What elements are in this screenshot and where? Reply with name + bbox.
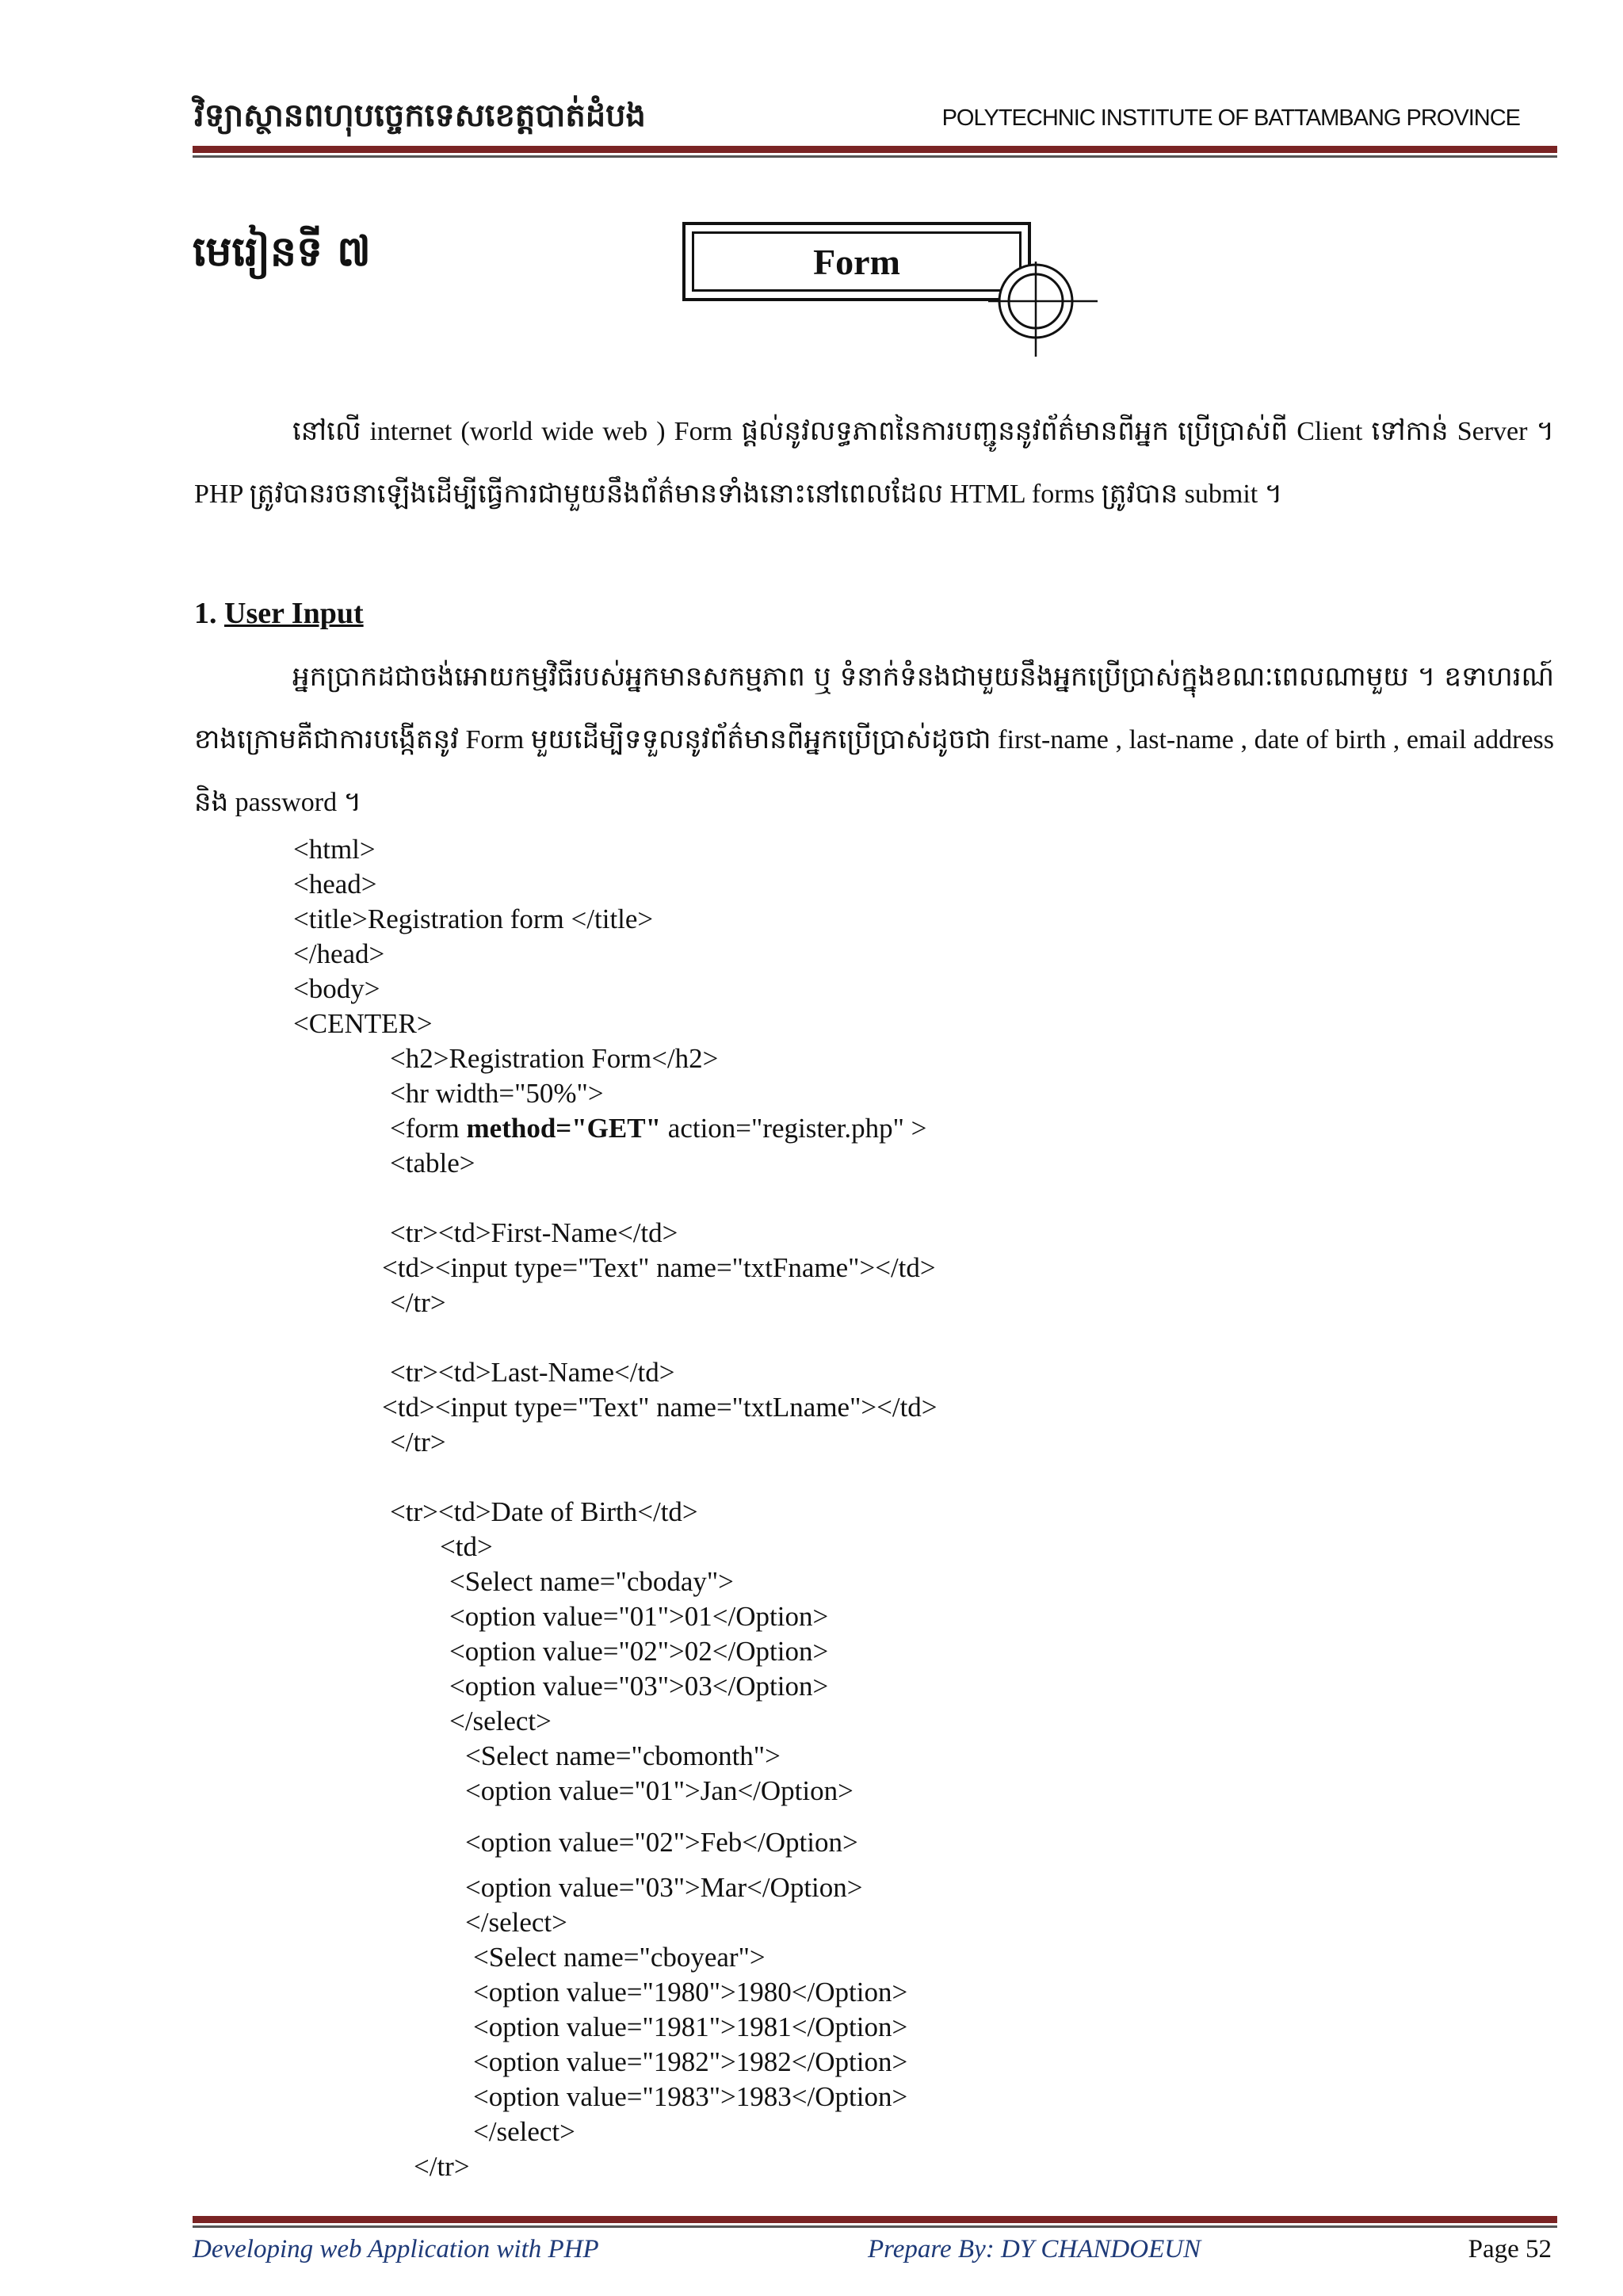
crosshair-target-icon	[987, 262, 1098, 357]
code-line: <td><input type="Text" name="txtFname"></td>	[382, 1252, 936, 1283]
code-line: <html>	[293, 834, 376, 865]
code-line: <h2>Registration Form</h2>	[390, 1043, 719, 1074]
code-line: </select>	[473, 2116, 575, 2147]
code-line: <option value="03">Mar</Option>	[465, 1872, 863, 1903]
footer-author: Prepare By: DY CHANDOEUN	[868, 2235, 1201, 2264]
code-line: <CENTER>	[293, 1008, 433, 1039]
code-line: <body>	[293, 973, 380, 1004]
code-form-method: method="GET"	[466, 1113, 662, 1144]
code-line: </head>	[293, 938, 385, 969]
code-line: <option value="02">Feb</Option>	[465, 1827, 858, 1858]
footer-rule	[193, 2216, 1557, 2223]
section-number: 1.	[194, 597, 217, 630]
code-line: </select>	[465, 1907, 567, 1938]
code-line: <head>	[293, 869, 377, 900]
code-line: <td><input type="Text" name="txtLname"></td>	[382, 1392, 938, 1423]
code-line: <tr><td>First-Name</td>	[390, 1217, 678, 1248]
code-form-action: action="register.php" >	[661, 1113, 927, 1144]
footer-rule-thin	[193, 2225, 1557, 2228]
code-line: <option value="1983">1983</Option>	[473, 2081, 908, 2112]
section-heading	[194, 596, 364, 631]
code-line: <hr width="50%">	[390, 1078, 604, 1109]
code-line: <tr><td>Last-Name</td>	[390, 1357, 675, 1388]
code-line: <td>	[440, 1531, 493, 1562]
code-line: <option value="02">02</Option>	[449, 1636, 829, 1667]
lesson-title-box-inner	[692, 231, 1022, 292]
lesson-title: Form	[813, 241, 900, 282]
code-line: <option value="03">03</Option>	[449, 1671, 829, 1702]
code-line: <title>Registration form </title>	[293, 904, 654, 934]
footer-course-title: Developing web Application with PHP	[193, 2235, 599, 2264]
lesson-title-box	[682, 222, 1031, 301]
code-line: <Select name="cbomonth">	[465, 1740, 781, 1771]
code-line: <option value="1980">1980</Option>	[473, 1977, 908, 2008]
header-institute-khmer: វិទ្យាស្ថានពហុបច្ចេកទេសខេត្តបាត់ដំបង	[194, 97, 646, 134]
intro-paragraph: នៅលើ internet (world wide web ) Form ផ្តល់នូវលទ្ធភាពនៃការបញ្ជូននូវព័ត៌មានពីអ្នក ប្រើប្រាស់ពី Client ទៅកាន់ Server ។ PHP ត្រូវបានរចនាឡើងដើម្បីធ្វើការជាមួយនឹងព័ត៌មានទាំងនោះនៅពេលដែល HTML forms ត្រូវបាន submit ។	[194, 417, 1554, 509]
code-line: </select>	[449, 1706, 552, 1736]
section-paragraph: អ្នកប្រាកដជាចង់អោយកម្មវិធីរបស់អ្នកមានសកម្មភាព ឬ ទំនាក់ទំនងជាមួយនឹងអ្នកប្រើប្រាស់ក្នុងខណៈពេលណាមួយ ។ ឧទាហរណ៍ខាងក្រោមគឺជាការបង្កើតនូវ Form មួយដើម្បីទទួលនូវព័ត៌មានពីអ្នកប្រើប្រាស់ដូចជា first-name , last-name , date of birth , email address និង password ។	[194, 663, 1554, 817]
code-line: <option value="1981">1981</Option>	[473, 2011, 908, 2042]
code-line: </tr>	[414, 2151, 470, 2182]
header-rule-thin	[193, 155, 1557, 158]
code-line-form	[390, 1113, 926, 1144]
header-rule	[193, 146, 1557, 153]
section-title: User Input	[224, 597, 364, 630]
code-line: <table>	[390, 1148, 475, 1179]
code-line: <Select name="cboday">	[449, 1566, 734, 1597]
footer-page-number: Page 52	[1468, 2235, 1552, 2264]
code-line: <option value="01">01</Option>	[449, 1601, 829, 1632]
code-line: <Select name="cboyear">	[473, 1942, 766, 1973]
lesson-label: មេរៀនទី ៧	[193, 228, 371, 276]
code-line: </tr>	[390, 1427, 446, 1457]
code-line: </tr>	[390, 1287, 446, 1318]
header-institute-english: POLYTECHNIC INSTITUTE OF BATTAMBANG PROVINCE	[941, 105, 1520, 131]
code-line: <option value="01">Jan</Option>	[465, 1775, 854, 1806]
code-line: <option value="1982">1982</Option>	[473, 2046, 908, 2077]
code-line: <tr><td>Date of Birth</td>	[390, 1496, 698, 1527]
code-form-open: <form	[390, 1113, 467, 1144]
